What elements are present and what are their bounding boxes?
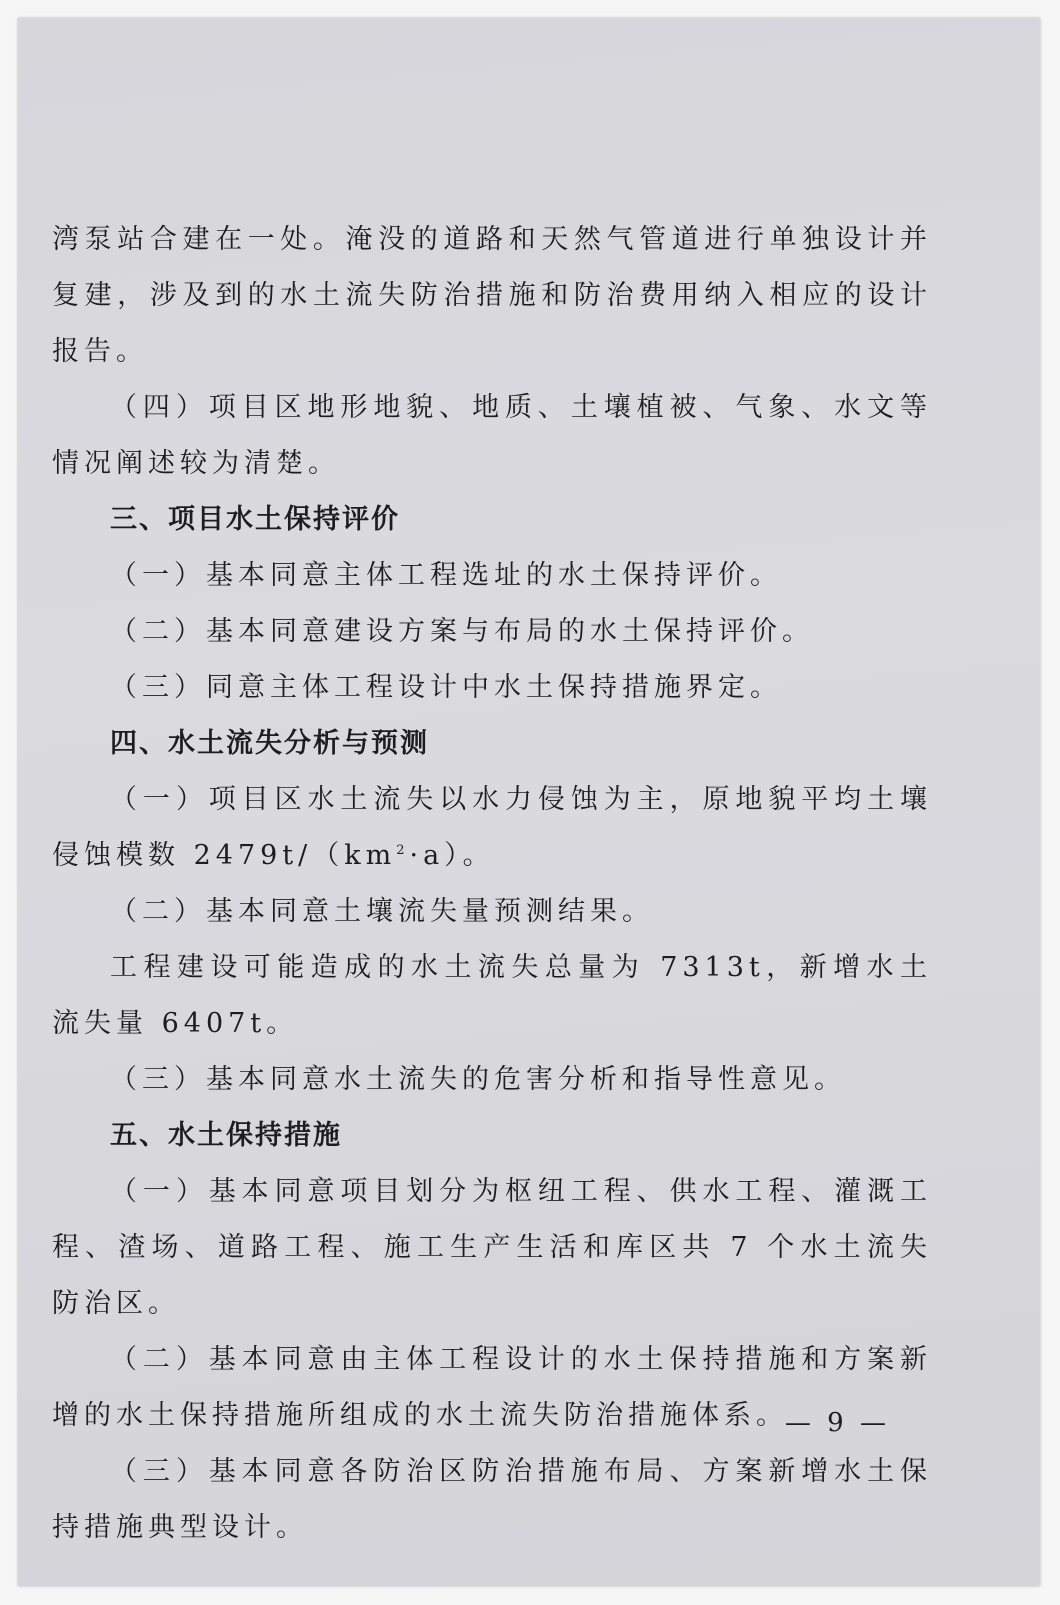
paragraph-3-2: （二）基本同意建设方案与布局的水土保持评价。: [110, 616, 814, 647]
paragraph-5-3: （三）基本同意各防治区防治措施布局、方案新增水土保持措施典型设计。: [52, 1456, 932, 1543]
paragraph-4-1-text: （一）项目区水土流失以水力侵蚀为主，原地貌平均土壤侵蚀模数 2479t/（km: [52, 784, 932, 871]
section-heading-5: 五、水土保持措施: [110, 1120, 342, 1151]
paragraph-continuation: 湾泵站合建在一处。淹没的道路和天然气管道进行单独设计并复建，涉及到的水土流失防治措施和防治费用纳入相应的设计报告。: [52, 224, 932, 367]
paragraph-5-1: （一）基本同意项目划分为枢纽工程、供水工程、灌溉工程、渣场、道路工程、施工生产生活和库区共 7 个水土流失防治区。: [52, 1176, 932, 1319]
document-page: [18, 18, 1040, 1586]
superscript-2: 2: [396, 843, 410, 858]
paragraph-4-1-text-end: ·a）。: [409, 840, 495, 871]
paragraph-5-2: （二）基本同意由主体工程设计的水土保持措施和方案新增的水土保持措施所组成的水土流失防治措施体系。: [52, 1344, 932, 1431]
document-body: [52, 212, 932, 1556]
paragraph-4-2: （二）基本同意土壤流失量预测结果。: [110, 896, 654, 927]
paragraph-4-3: （三）基本同意水土流失的危害分析和指导性意见。: [110, 1064, 846, 1095]
paragraph-4-1: [52, 772, 932, 884]
paragraph-item-4: （四）项目区地形地貌、地质、土壤植被、气象、水文等情况阐述较为清楚。: [52, 392, 932, 479]
page-number: — 9 —: [784, 1408, 890, 1438]
paragraph-3-3: （三）同意主体工程设计中水土保持措施界定。: [110, 672, 782, 703]
paragraph-4-2-detail: 工程建设可能造成的水土流失总量为 7313t，新增水土流失量 6407t。: [52, 952, 932, 1039]
paragraph-3-1: （一）基本同意主体工程选址的水土保持评价。: [110, 560, 782, 591]
section-heading-3: 三、项目水土保持评价: [110, 504, 400, 535]
section-heading-4: 四、水土流失分析与预测: [110, 728, 429, 759]
